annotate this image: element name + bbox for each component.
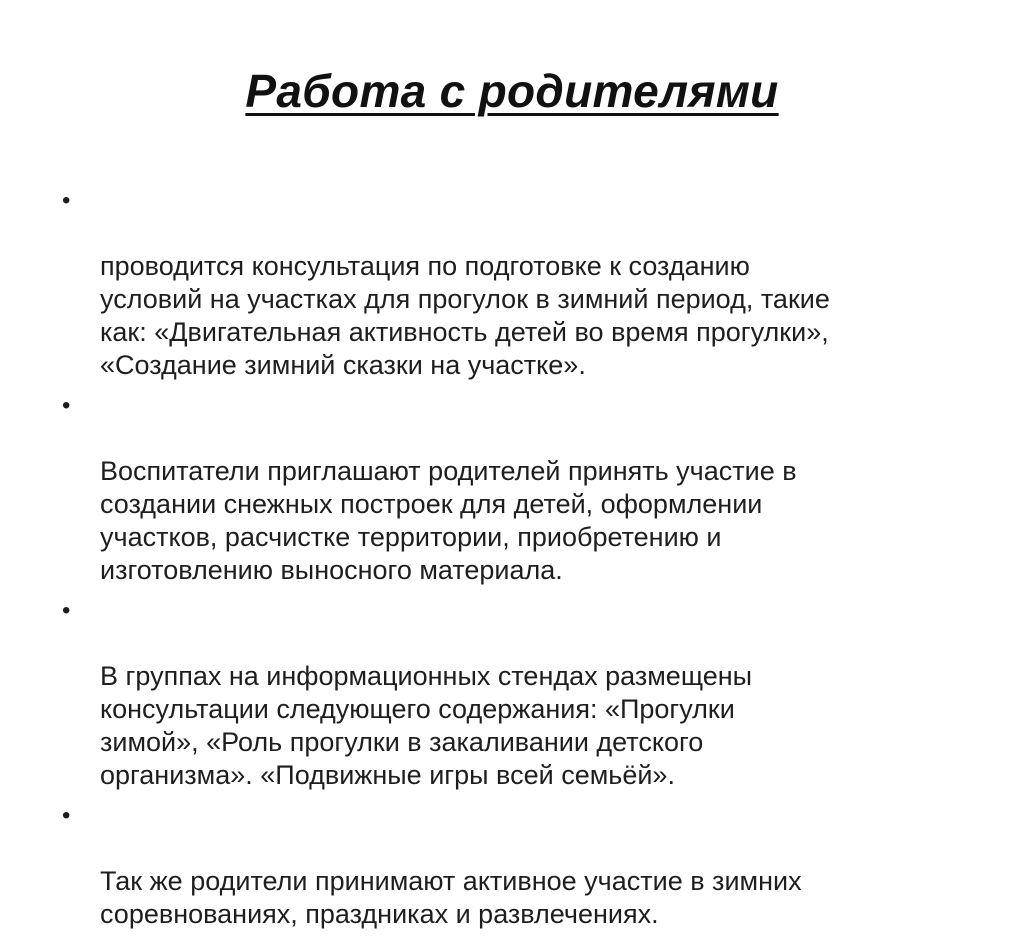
bullet-dot-icon: • <box>62 597 71 624</box>
bullet-text: В группах на информационных стендах размещены консультации следующего содержания: «Прогулки зимой», «Роль прогулки в закаливании детского организма». «Подвижные игры всей семьёй». <box>100 661 753 790</box>
bullet-text: проводится консультация по подготовке к созданию условий на участках для прогулок в зимний период, такие как: «Двигательная активность детей во время прогулки», «Создание зимний сказки на участке». <box>100 251 830 380</box>
bullet-dot-icon: • <box>62 392 71 419</box>
bullet-list <box>60 184 970 938</box>
bullet-text: Воспитатели приглашают родителей принять участие в создании снежных построек для детей, оформлении участков, расчистке территории, приобретению и изготовлению выносного материала. <box>100 456 797 585</box>
bullet-item-snow-buildings <box>60 389 970 587</box>
bullet-item-competitions <box>60 799 970 931</box>
slide-title: Работа с родителями <box>245 65 779 117</box>
bullet-dot-icon: • <box>62 187 71 214</box>
bullet-item-info-stands <box>60 594 970 792</box>
bullet-text: Так же родители принимают активное участие в зимних соревнованиях, праздниках и развлечениях. <box>100 866 802 929</box>
bullet-dot-icon: • <box>62 802 71 829</box>
bullet-item-consultation <box>60 184 970 382</box>
